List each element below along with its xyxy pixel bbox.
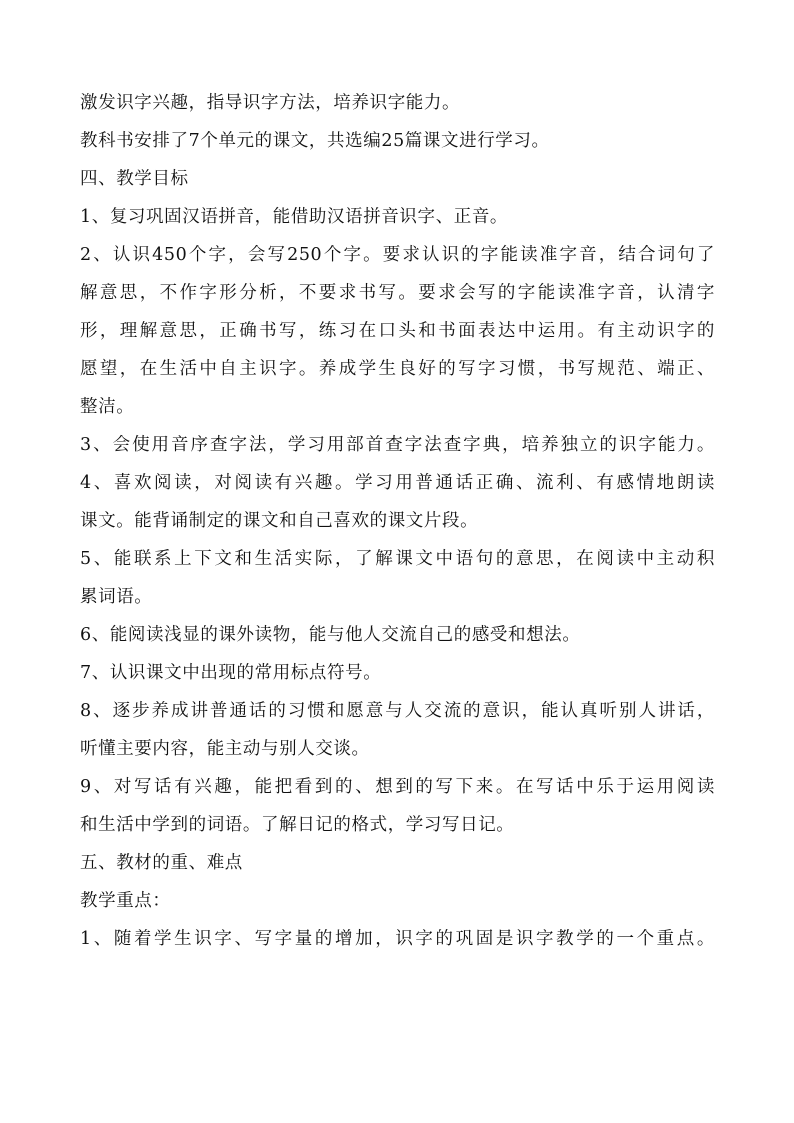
goal-item-5-line: 累词语。 [80, 587, 153, 607]
goal-item-6: 6、能阅读浅显的课外读物，能与他人交流自己的感受和想法。 [80, 625, 581, 645]
goal-item-9-line: 和生活中学到的词语。了解日记的格式，学习写日记。 [80, 815, 515, 835]
goal-item-7: 7、认识课文中出现的常用标点符号。 [80, 663, 382, 683]
goal-item-8-line: 听懂主要内容，能主动与别人交谈。 [80, 739, 370, 759]
goal-item-9-line: 9、对写话有兴趣，能把看到的、想到的写下来。在写话中乐于运用阅读 [80, 777, 715, 797]
goal-item-2-line: 解意思，不作字形分析，不要求书写。要求会写的字能读准字音，认清字 [80, 283, 715, 303]
key-point-item-1: 1、随着学生识字、写字量的增加，识字的巩固是识字教学的一个重点。 [80, 929, 715, 949]
goal-item-2-line: 愿望，在生活中自主识字。养成学生良好的写字习惯，书写规范、端正、 [80, 359, 715, 379]
section-heading-key-difficult-points: 五、教材的重、难点 [80, 853, 243, 873]
goal-item-3: 3、会使用音序查字法，学习用部首查字法查字典，培养独立的识字能力。 [80, 435, 715, 455]
paragraph-line: 教科书安排了7个单元的课文，共选编25篇课文进行学习。 [80, 131, 550, 151]
goal-item-2-line: 整洁。 [80, 397, 135, 417]
paragraph-line: 激发识字兴趣，指导识字方法，培养识字能力。 [80, 93, 461, 113]
document-body [80, 84, 715, 958]
goal-item-4-line: 4、喜欢阅读，对阅读有兴趣。学习用普通话正确、流利、有感情地朗读 [80, 473, 715, 493]
goal-item-4-line: 课文。能背诵制定的课文和自己喜欢的课文片段。 [80, 511, 479, 531]
subheading-teaching-key-points: 教学重点： [80, 891, 171, 911]
goal-item-8-line: 8、逐步养成讲普通话的习惯和愿意与人交流的意识，能认真听别人讲话， [80, 701, 715, 721]
goal-item-2-line: 2、认识450个字，会写250个字。要求认识的字能读准字音，结合词句了 [80, 245, 715, 265]
goal-item-1: 1、复习巩固汉语拼音，能借助汉语拼音识字、正音。 [80, 207, 509, 227]
goal-item-2-line: 形，理解意思，正确书写，练习在口头和书面表达中运用。有主动识字的 [80, 321, 715, 341]
goal-item-5-line: 5、能联系上下文和生活实际，了解课文中语句的意思，在阅读中主动积 [80, 549, 715, 569]
section-heading-teaching-goals: 四、教学目标 [80, 169, 189, 189]
